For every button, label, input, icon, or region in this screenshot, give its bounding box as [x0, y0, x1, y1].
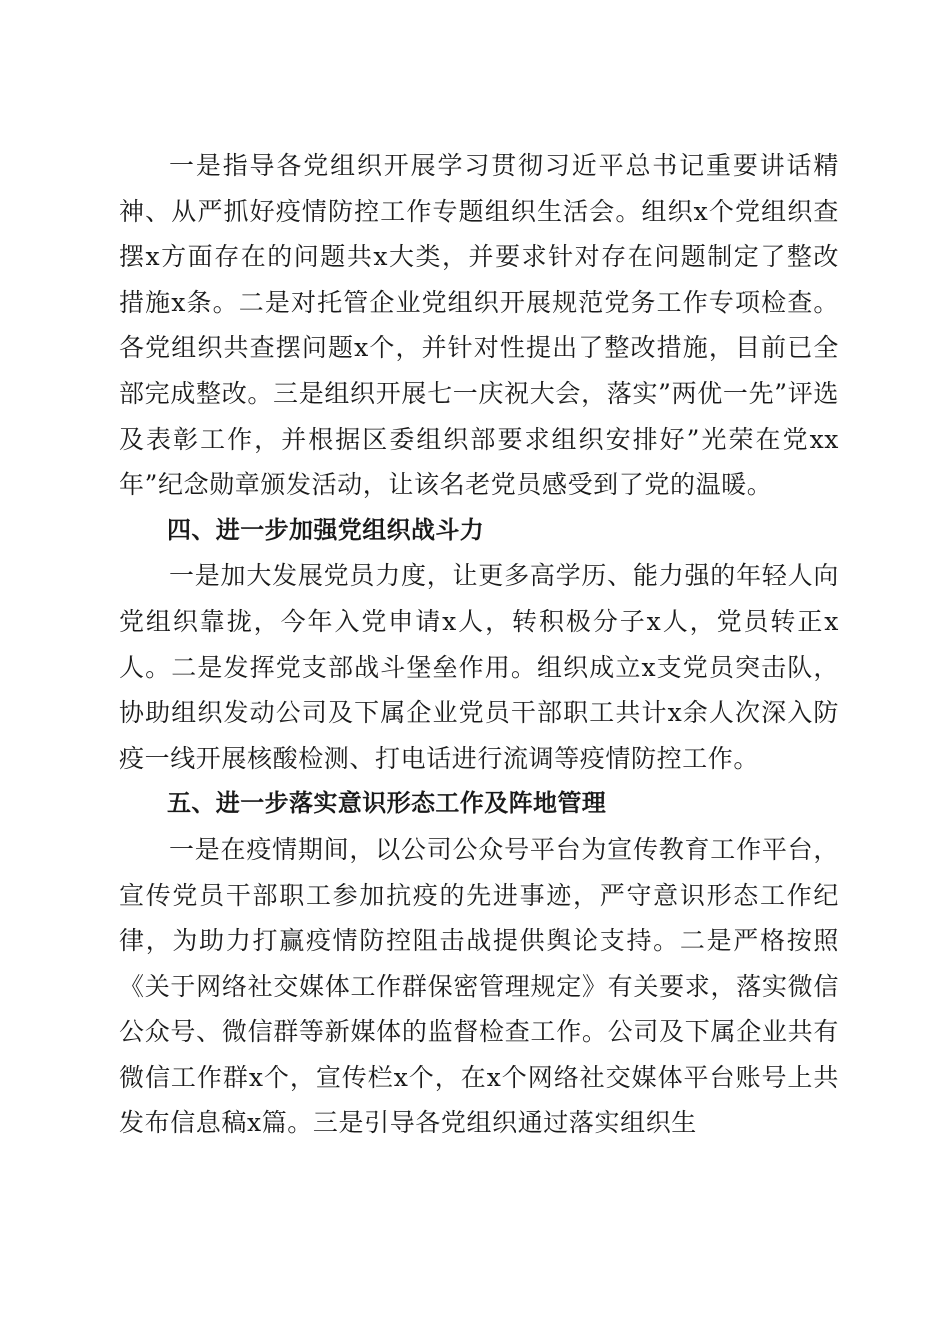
paragraph-ideology-work: 一是在疫情期间，以公司公众号平台为宣传教育工作平台，宣传党员干部职工参加抗疫的先进事迹，严守意识形态工作纪律，为助力打赢疫情防控阻击战提供舆论支持。二是严格按照《关于网络社交媒体工作群保密管理规定》有关要求，落实微信公众号、微信群等新媒体的监督检查工作。公司及下属企业共有微信工作群x个，宣传栏x个，在x个网络社交媒体平台账号上共发布信息稿x篇。三是引导各党组织通过落实组织生 [119, 834, 839, 1138]
paragraph-party-organization-life: 一是指导各党组织开展学习贯彻习近平总书记重要讲话精神、从严抓好疫情防控工作专题组织生活会。组织x个党组织查摆x方面存在的问题共x大类，并要求针对存在问题制定了整改措施x条。二是对托管企业党组织开展规范党务工作专项检查。各党组织共查摆问题x个，并针对性提出了整改措施，目前已全部完成整改。三是组织开展七一庆祝大会，落实”两优一先”评选及表彰工作，并根据区委组织部要求组织安排好”光荣在党xx年”纪念勋章颁发活动，让该名老党员感受到了党的温暖。 [119, 151, 839, 500]
section-heading-4: 四、进一步加强党组织战斗力 [167, 515, 485, 544]
section-heading-5: 五、进一步落实意识形态工作及阵地管理 [167, 789, 607, 818]
document-body [119, 143, 839, 1146]
paragraph-party-development: 一是加大发展党员力度，让更多高学历、能力强的年轻人向党组织靠拢，今年入党申请x人，转积极分子x人，党员转正x人。二是发挥党支部战斗堡垒作用。组织成立x支党员突击队，协助组织发动公司及下属企业党员干部职工共计x余人次深入防疫一线开展核酸检测、打电话进行流调等疫情防控工作。 [119, 561, 839, 773]
